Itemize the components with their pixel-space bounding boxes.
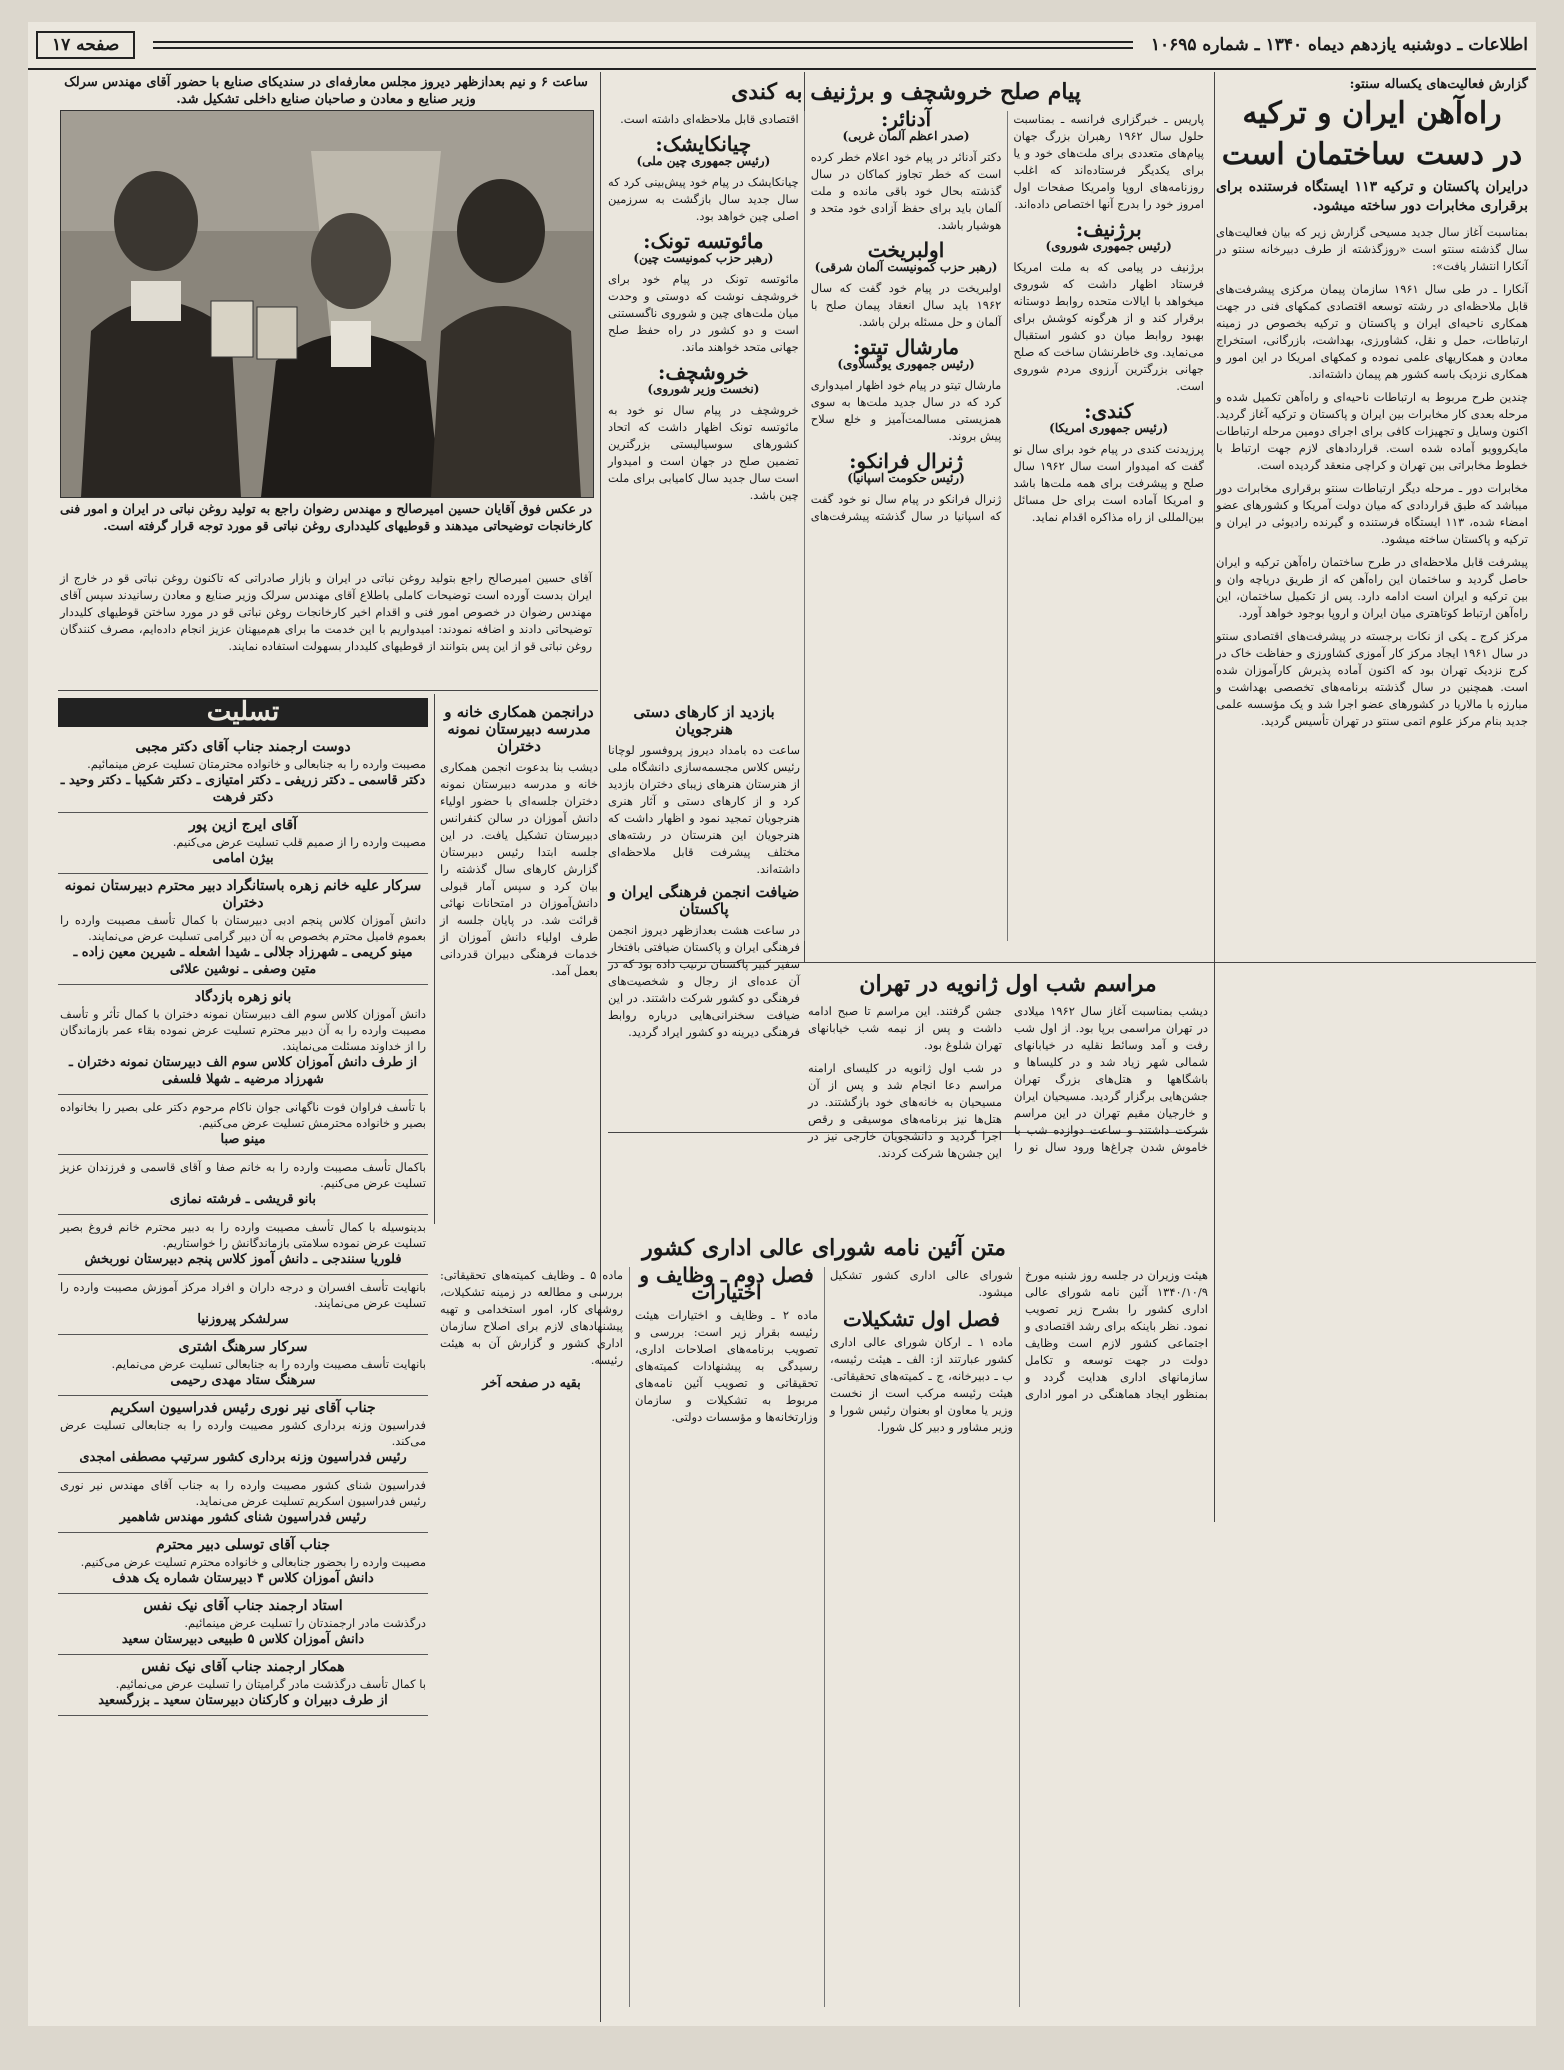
- condolence-signature: از طرف دانش آموزان کلاس سوم الف دبیرستان نمونه دختران ـ شهرزاد مرضیه ـ شهلا فلسفی: [68, 1055, 418, 1087]
- column-rule: [1214, 72, 1215, 1522]
- condolence-body: بانهایت تأسف مصیبت وارده را به جنابعالی تسلیت عرض می‌نمایم.: [111, 1357, 426, 1371]
- chapter-1-heading: فصل اول تشکیلات: [843, 1307, 1000, 1332]
- speaker-block: [608, 229, 799, 267]
- reception-text: در ساعت هشت بعدازظهر دیروز انجمن فرهنگی ایران و پاکستان ضیافتی بافتخار سفیر کبیر پاکستان ترتیب داده بود که در آن عده‌ای از رجال و شخصیت‌های فرهنگی دو کشور شرکت داشتند. در این ضیافت سخنرانی‌هایی درباره روابط فرهنگی دیرینه دو کشور ایراد گردید.: [608, 923, 800, 1039]
- speaker-name: ژنرال فرانکو:: [849, 449, 963, 474]
- speaker-role: (رئیس حکومت اسپانیا): [847, 471, 965, 486]
- condolence-item: [58, 874, 428, 985]
- condolence-title: جناب آقای توسلی دبیر محترم: [155, 1537, 331, 1553]
- speaker-name: مائوتسه تونک:: [643, 229, 764, 254]
- speaker-text: مائوتسه تونک در پیام خود برای خروشچف نوشت که دوستی و وحدت میان ملت‌های چین و شوروی ناگسستنی است و دو کشور در راه حفظ صلح جهانی متحد خواهند ماند.: [608, 272, 799, 355]
- speaker-role: (رئیس جمهوری یوگسلاوی): [837, 357, 975, 372]
- condolence-item: [58, 1215, 428, 1275]
- speaker-block: [811, 335, 1002, 373]
- railway-kicker: گزارش فعالیت‌های یکساله سنتو:: [1349, 77, 1528, 92]
- condolence-signature: رئیس فدراسیون شنای کشور مهندس شاهمیر: [119, 1510, 367, 1525]
- speaker-text: ژنرال فرانکو در پیام سال نو خود گفت که اسپانیا در سال گذشته پیشرفت‌های اقتصادی قابل ملاحظه‌ای داشته است.: [620, 112, 1002, 524]
- photo-illustration: [61, 111, 593, 497]
- column-rule: [434, 694, 435, 1224]
- masthead-issue: اطلاعات ـ دوشنبه یازدهم دیماه ۱۳۴۰ ـ شماره ۱۰۶۹۵: [1150, 35, 1528, 55]
- council-headline: متن آئین نامه شورای عالی اداری کشور: [642, 1235, 1006, 1261]
- condolence-item: [58, 1335, 428, 1396]
- railway-headline-2: در دست ساختمان است: [1221, 136, 1523, 172]
- condolence-signature: بانو قریشی ـ فرشته نمازی: [170, 1192, 316, 1207]
- condolences-banner: تسلیت: [58, 698, 428, 727]
- industry-article: [60, 570, 592, 686]
- condolence-title: استاد ارجمند جناب آقای نیک نفس: [143, 1598, 343, 1614]
- school-article: [440, 698, 598, 1218]
- condolence-item: [58, 1155, 428, 1215]
- speaker-block: [811, 107, 1002, 145]
- council-columns: [440, 1263, 1208, 2007]
- speaker-block: [608, 132, 799, 170]
- photo-caption-top: ساعت ۶ و نیم بعدازظهر دیروز مجلس معارفه‌ای در سندیکای صنایع با حضور آقای مهندس سرلک وزیر صنایع و معادن و صاحبان صنایع داخلی تشکیل شد.: [64, 75, 588, 107]
- speaker-block: [1013, 217, 1204, 255]
- condolence-body: مصیبت وارده را از صمیم قلب تسلیت عرض می‌کنیم.: [172, 835, 426, 849]
- speaker-text: دکتر آدنائر در پیام خود اعلام خطر کرده است که خطر تجاوز کماکان در سال گذشته بحال خود باقی مانده و ملت آلمان باید برای حفظ آزادی خود متحد و هوشیار باشد.: [810, 150, 1002, 233]
- speaker-name: برژنیف:: [1075, 217, 1142, 242]
- newspaper-page: [28, 22, 1536, 2026]
- speaker-role: (رهبر حزب کمونیست چین): [633, 251, 774, 266]
- condolence-signature: مینو کریمی ـ شهرزاد جلالی ـ شیدا اشعله ـ شیرین معین زاده ـ متین وصفی ـ نوشین علائی: [73, 945, 413, 977]
- condolence-title: سرکار سرهنگ اشتری: [178, 1339, 308, 1355]
- speaker-name: مارشال تیتو:: [852, 335, 960, 360]
- speaker-role: (صدر اعظم آلمان غربی): [842, 129, 970, 144]
- newyear-text: دیشب بمناسبت آغاز سال ۱۹۶۲ میلادی در تهران مراسمی برپا بود. از اول شب رفت و آمد وسائط نقلیه در خیابانهای شمالی شهر زیاد شد و در کلیساها و باشگاهها و هتل‌های بزرگ تهران جشن‌هایی برگزار گردید. مسیحیان ایران و خارجیان مقیم تهران در این مراسم شرکت داشتند و ساعت دوازده شب با خاموش شدن چراغ‌ها ورود سال نو را جشن گرفتند. این مراسم تا صبح ادامه داشت و پس از نیمه شب خیابانهای تهران شلوغ بود.: [808, 1004, 1208, 1155]
- condolence-signature: رئیس فدراسیون وزنه برداری کشور سرتیپ مصطفی امجدی: [79, 1450, 407, 1465]
- railway-paragraph: مخابرات دور ـ مرحله دیگر ارتباطات سنتو برقراری مخابرات دور میباشد که طبق قراردادی که میان دولت آمریکا و کشورهای عضو امضاء شده، ۱۱۳ ایستگاه فرستنده و گیرنده رادیوئی در ایران و ترکیه و پاکستان ساخته میشود.: [1216, 481, 1528, 546]
- condolence-body: مصیبت وارده را بحضور جنابعالی و خانواده محترم تسلیت عرض می‌کنیم.: [80, 1555, 426, 1569]
- condolence-item: [58, 1473, 428, 1533]
- photo-caption-bottom: در عکس فوق آقایان حسین امیرصالح و مهندس رضوان راجع به تولید روغن نباتی در ایران و امور فنی کارخانجات توضیحاتی میدهند و قوطیهای کلیدداری روغن نباتی قو مورد توجه قرار گرفته است.: [60, 501, 592, 533]
- railway-article: [1216, 76, 1528, 2016]
- speaker-text: مارشال تیتو در پیام خود اظهار امیدواری کرد که در سال جدید ملت‌ها به سوی همزیستی مسالمت‌آمیز و خلع سلاح پیش بروند.: [810, 378, 1002, 444]
- school-headline: درانجمن همکاری خانه و مدرسه دبیرستان نمونه دختران: [444, 703, 594, 755]
- speaker-role: (رئیس جمهوری چین ملی): [636, 154, 771, 169]
- condolence-title: بانو زهره بازدگاد: [194, 989, 292, 1005]
- condolence-signature: مینو صبا: [220, 1132, 266, 1147]
- condolence-body: دانش آموزان کلاس پنجم ادبی دبیرستان با کمال تأسف مصیبت وارده را بعموم فامیل محترم بخصوص به آن دبیر گرامی تسلیت عرض می‌نمایند.: [60, 913, 426, 943]
- condolence-body: بانهایت تأسف افسران و درجه داران و افراد مرکز آموزش مصیبت وارده را تسلیت عرض می‌نمایند.: [60, 1280, 426, 1310]
- railway-paragraph: چندین طرح مربوط به ارتباطات ناحیه‌ای و راه‌آهن تکمیل شده و مرحله بعدی کار مخابرات بین ایران و پاکستان و ترکیه آغاز گردید. اکنون وسایل و تجهیزات کافی برای اجرای دومین مرحله ارتباطات مایکروویو آماده شده است. قراردادهای لازم جهت ارتباط با خطوط مخابراتی بین تهران و کراچی منعقد گردیده است.: [1216, 390, 1528, 472]
- condolence-body: درگذشت مادر ارجمندتان را تسلیت عرض مینمائیم.: [184, 1616, 426, 1630]
- condolence-body: فدراسیون شنای کشور مصیبت وارده را به جناب آقای مهندس نیر نوری رئیس فدراسیون اسکریم تسلیت عرض می‌نماید.: [60, 1478, 426, 1508]
- railway-subheadline: درایران پاکستان و ترکیه ۱۱۳ ایستگاه فرستنده برای برقراری مخابرات دور ساخته میشود.: [1216, 179, 1529, 214]
- condolence-signature: بیژن امامی: [212, 851, 274, 866]
- masthead: [28, 22, 1536, 70]
- railway-headline-1: راه‌آهن ایران و ترکیه: [1242, 96, 1502, 131]
- condolence-item: [58, 735, 428, 813]
- railway-paragraph: آنکارا ـ در طی سال ۱۹۶۱ سازمان پیمان مرکزی پیشرفت‌های قابل ملاحظه‌ای در رشته توسعه اقتصادی کمکهای فنی در جهت همکاری ناحیه‌ای ایران و پاکستان و ترکیه بخصوص در زمینه ارتباطات، حمل و نقل، کشاورزی، بهداشت، بازرگانی، استخراج معادن و همکاریهای علمی نموده و کمکهای امریکا در این امور و همکاری نزدیک باسه کشور هم پیمان داشته‌اند.: [1216, 282, 1528, 381]
- speaker-block: [608, 360, 799, 398]
- condolence-title: جناب آقای نیر نوری رئیس فدراسیون اسکریم: [110, 1400, 376, 1416]
- condolence-body: بدینوسیله با کمال تأسف مصیبت وارده را به دبیر محترم خانم فروغ بصیر تسلیت عرض نموده سلامتی بازماندگانش را خواستاریم.: [60, 1220, 426, 1250]
- newyear-article: [808, 968, 1208, 1161]
- speaker-role: (نخست وزیر شوروی): [647, 382, 760, 397]
- page-number: صفحه ۱۷: [36, 31, 135, 59]
- section-rule: [58, 690, 598, 691]
- peace-intro: پاریس ـ خبرگزاری فرانسه ـ بمناسبت حلول سال ۱۹۶۲ رهبران بزرگ جهان پیام‌های متعددی برای ملت‌های خود و یا برای یکدیگر فرستاده‌اند که اغلب روزنامه‌های اروپا وامریکا صفحات اول امروز خود را بدرج آنها اختصاص داده‌اند.: [1013, 112, 1204, 212]
- speaker-block: [811, 449, 1002, 487]
- masthead-rule: [153, 41, 1133, 49]
- speaker-text: چیانکایشک در پیام خود پیش‌بینی کرد که سال جدید سال بازگشت به سرزمین اصلی چین خواهد بود.: [608, 175, 799, 224]
- speaker-role: (رئیس جمهوری امریکا): [1049, 421, 1169, 436]
- condolence-signature: فلوریا سنندجی ـ دانش آموز کلاس پنجم دبیرستان نوربخش: [84, 1252, 402, 1267]
- condolence-title: همکار ارجمند جناب آقای نیک نفس: [141, 1659, 345, 1675]
- condolence-body: با کمال تأسف درگذشت مادر گرامیتان را تسلیت عرض می‌نمائیم.: [115, 1677, 426, 1691]
- speaker-text: اولبریخت در پیام خود گفت که سال ۱۹۶۲ باید سال انعقاد پیمان صلح با آلمان و حل مسئله برلن باشد.: [810, 281, 1002, 330]
- condolence-item: [58, 1594, 428, 1655]
- peace-headline: پیام صلح خروشچف و برژنیف به کندی: [731, 79, 1081, 105]
- chapter-2-text: ماده ۲ ـ وظایف و اختیارات هیئت رئیسه بقرار زیر است: بررسی و تصویب برنامه‌های اصلاحات اداری، رسیدگی به پیشنهادات کمیته‌های تحقیقاتی و تصویب آئین نامه‌های مربوط به تشکیلات و سازمان وزارتخانه‌ها و مؤسسات دولتی.: [635, 1308, 818, 1425]
- condolence-body: باکمال تأسف مصیبت وارده را به خانم صفا و آقای قاسمی و فرزندان عزیز تسلیت عرض می‌کنیم.: [60, 1160, 426, 1190]
- speaker-role: (رهبر حزب کمونیست آلمان شرقی): [814, 260, 998, 275]
- condolence-signature: دانش آموزان کلاس ۵ طبیعی دبیرستان سعید: [121, 1632, 365, 1647]
- condolence-item: [58, 1095, 428, 1155]
- newyear-headline: مراسم شب اول ژانویه در تهران: [859, 971, 1157, 997]
- condolence-item: [58, 1655, 428, 1716]
- speaker-text: خروشچف در پیام سال نو خود به مائوتسه تونک اظهار داشت که اتحاد کشورهای سوسیالیستی بزرگترین تضمین صلح در جهان است و امیدوار است سال جدید سال کامیابی برای ملت چین باشد.: [608, 403, 799, 503]
- speaker-block: [811, 238, 1002, 276]
- newyear-text-2: در شب اول ژانویه در کلیسای ارامنه مراسم دعا انجام شد و پس از آن مسیحیان به خانه‌های خود بازگشتند. در هتل‌ها نیز برنامه‌های موسیقی و رقص اجرا گردید و دانشجویان خارجی نیز در این جشن‌ها شرکت کردند.: [808, 1061, 1002, 1161]
- exhibit-article: [608, 698, 800, 1138]
- chapter-2-heading: فصل دوم ـ وظایف و اختیارات: [639, 1263, 814, 1305]
- condolence-signature: از طرف دبیران و کارکنان دبیرستان سعید ـ بزرگسعید: [98, 1693, 388, 1708]
- speaker-text: پرزیدنت کندی در پیام خود برای سال نو گفت که امیدوار است سال ۱۹۶۲ سال صلح و پیشرفت برای همه ملت‌ها باشد و امریکا آماده است برای حل مسائل بین‌المللی از راه مذاکره اقدام نماید.: [1013, 442, 1204, 525]
- condolence-item: [58, 985, 428, 1095]
- railway-paragraph: پیشرفت قابل ملاحظه‌ای در طرح ساختمان راه‌آهن ترکیه و ایران حاصل گردید و ساختمان این راه‌آهن که از طریق دریاچه وان و بین ترکیه و ایران است ادامه دارد. پس از تکمیل ساختمان، این راه‌آهن ارتباط کوتاهتری میان ایران و اروپا بوجود خواهد آورد.: [1216, 555, 1528, 620]
- condolence-signature: دانش آموزان کلاس ۴ دبیرستان شماره یک هدف: [112, 1571, 374, 1586]
- industry-text: آقای حسین امیرصالح راجع بتولید روغن نباتی در ایران و بازار صادراتی که تاکنون روغن نباتی قو در خارج از ایران بدست آورده است توضیحات کاملی باطلاع آقای مهندس سرلک وزیر صنایع و معادن رسانیدند سپس آقای مهندس رضوان در خصوص امور فنی و اقدام اخیر کارخانجات روغن نباتی قو در مورد ساختن قوطیهای کلیددار توضیحاتی دادند و اضافه نمودند: امیدواریم با این خدمت ما برای هم‌میهنان عزیز انجام داده‌ایم، مصرف کنندگان روغن نباتی قو از این پس بتوانند از قوطیهای کلیددار بسهولت استفاده نمایند.: [60, 571, 592, 653]
- exhibit-headline: بازدید از کارهای دستی هنرجویان: [633, 703, 775, 738]
- railway-paragraph: بمناسبت آغاز سال جدید مسیحی گزارش زیر که بیان فعالیت‌های سال گذشته سنتو است «روزگذشته از طرف دبیرخانه سنتو در آنکارا انتشار یافت»:: [1216, 225, 1528, 273]
- condolences-column: [58, 698, 428, 2018]
- speaker-name: کندی:: [1084, 399, 1134, 424]
- condolence-item: [58, 1396, 428, 1473]
- condolence-body: فدراسیون وزنه برداری کشور مصیبت وارده را به جنابعالی تسلیت عرض می‌کند.: [60, 1418, 426, 1448]
- condolence-item: [58, 813, 428, 874]
- speaker-text: برژنیف در پیامی که به ملت امریکا فرستاد اظهار داشت که شوروی میخواهد با ایالات متحده روابط دوستانه برقرار کند و از هرگونه کوشش برای بهبود روابط میان دو کشور استقبال می‌نماید. وی خاطرنشان ساخت که صلح جهانی بزرگترین آرزوی مردم شوروی است.: [1013, 260, 1204, 394]
- news-photo: [60, 110, 594, 498]
- speaker-name: آدنائر:: [880, 107, 932, 132]
- condolence-body: دانش آموزان کلاس سوم الف دبیرستان نمونه دختران با کمال تأثر و تأسف مصیبت وارده را به آن دبیر محترم تسلیت عرض نموده بقاء عمر بازماندگان را از خداوند مسئلت می‌نمایند.: [60, 1007, 426, 1053]
- condolence-body: با تأسف فراوان فوت ناگهانی جوان ناکام مرحوم دکتر علی بصیر را بخانواده بصیر و خانواده محترمش تسلیت عرض می‌کنیم.: [60, 1100, 426, 1130]
- school-text: دیشب بنا بدعوت انجمن همکاری خانه و مدرسه دبیرستان نمونه دختران جلسه‌ای با حضور اولیاء دانش آموزان در سالن کنفرانس دبیرستان تشکیل یافت. در این جلسه ابتدا رئیس دبیرستان گزارش کارهای سال گذشته را بیان کرد و سپس آمار قبولی دانش‌آموزان در امتحانات نهائی قرائت شد. در پایان جلسه از طرف اولیاء دانش آموزان از خدمات فرهنگی دبیران قدردانی بعمل آمد.: [440, 760, 598, 978]
- exhibit-text: ساعت ده بامداد دیروز پروفسور لوچانا رئیس کلاس مجسمه‌سازی دانشگاه ملی از هنرستان هنرهای زیبای دختران بازدید کرد و از کارهای دستی و آثار هنری هنرجویان تمجید نمود و اظهار داشت که هنرجویان این هنرستان در رشته‌های مختلف پیشرفت قابل ملاحظه‌ای داشته‌اند.: [608, 743, 800, 876]
- continued-note: بقیه در صفحه آخر: [482, 1376, 581, 1392]
- reception-headline: ضیافت انجمن فرهنگی ایران و پاکستان: [608, 883, 800, 918]
- newyear-columns: [808, 1003, 1208, 1162]
- condolence-title: آقای ایرج ازین پور: [188, 817, 298, 833]
- condolence-title: سرکار علیه خانم زهره باستانگراد دبیر محترم دبیرستان نمونه دختران: [64, 878, 422, 911]
- condolence-signature: دکتر قاسمی ـ دکتر زریفی ـ دکتر امتیازی ـ دکتر شکیبا ـ دکتر وحید ـ دکتر فرهت: [60, 773, 426, 805]
- speaker-block: [1013, 399, 1204, 437]
- condolence-item: [58, 1533, 428, 1594]
- condolence-signature: سرهنگ ستاد مهدی رحیمی: [170, 1373, 316, 1388]
- speaker-name: اولبریخت: [867, 238, 945, 263]
- council-intro: هیئت وزیران در جلسه روز شنبه مورخ ۱۳۴۰/۱۰/۹ آئین نامه شورای عالی اداری کشور را بشرح زیر تصویب نمود. نظر باینکه برای رشد اقتصادی و اجتماعی کشور لازم است وظایف دولت در جهت توسعه و تکامل سازمانهای اداری هدایت گردد و بمنظور ایجاد هماهنگی در امور اداری شورای عالی اداری کشور تشکیل میشود.: [830, 1268, 1208, 1402]
- condolence-item: [58, 1275, 428, 1335]
- speaker-name: چیانکایشک:: [655, 132, 752, 157]
- committees-text: ماده ۵ ـ وظایف کمیته‌های تحقیقاتی: بررسی و مطالعه در زمینه تشکیلات، روشهای کار، امور استخدامی و تهیه پیشنهادهای لازم برای اصلاح سازمان اداری کشور و گزارش آن به هیئت رئیسه.: [440, 1268, 623, 1368]
- speaker-name: خروشچف:: [657, 360, 749, 385]
- condolence-signature: سرلشکر پیروزنیا: [197, 1312, 289, 1327]
- condolence-title: دوست ارجمند جناب آقای دکتر مجبی: [135, 739, 351, 755]
- condolence-body: مصیبت وارده را به جنابعالی و خانواده محترمتان تسلیت عرض مینمائیم.: [87, 757, 426, 771]
- railway-paragraph: مرکز کرج ـ یکی از نکات برجسته در پیشرفت‌های اقتصادی سنتو در سال ۱۹۶۱ ایجاد مرکز کار آموزی کشاورزی و حفاظت خاک در کرج نزدیک تهران بود که اکنون آماده پذیرش کارآموزان شده است. همچنین در سال گذشته برنامه‌های تخصصی بهداشت و مبارزه با مالاریا در کشورهای عضو اجرا شد و یک مؤسسه علمی جدید بنام مرکز علوم اتمی سنتو در تهران تأسیس گردید.: [1216, 629, 1528, 728]
- speaker-role: (رئیس جمهوری شوروی): [1045, 239, 1172, 254]
- council-article: [440, 1232, 1208, 2022]
- chapter-1-text: ماده ۱ ـ ارکان شورای عالی اداری کشور عبارتند از: الف ـ هیئت رئیسه، ب ـ دبیرخانه، ج ـ کمیته‌های تحقیقاتی. هیئت رئیسه مرکب است از نخست وزیر یا معاون او بعنوان رئیس شورا و وزیر مشاور و دبیر کل شورا.: [830, 1335, 1013, 1435]
